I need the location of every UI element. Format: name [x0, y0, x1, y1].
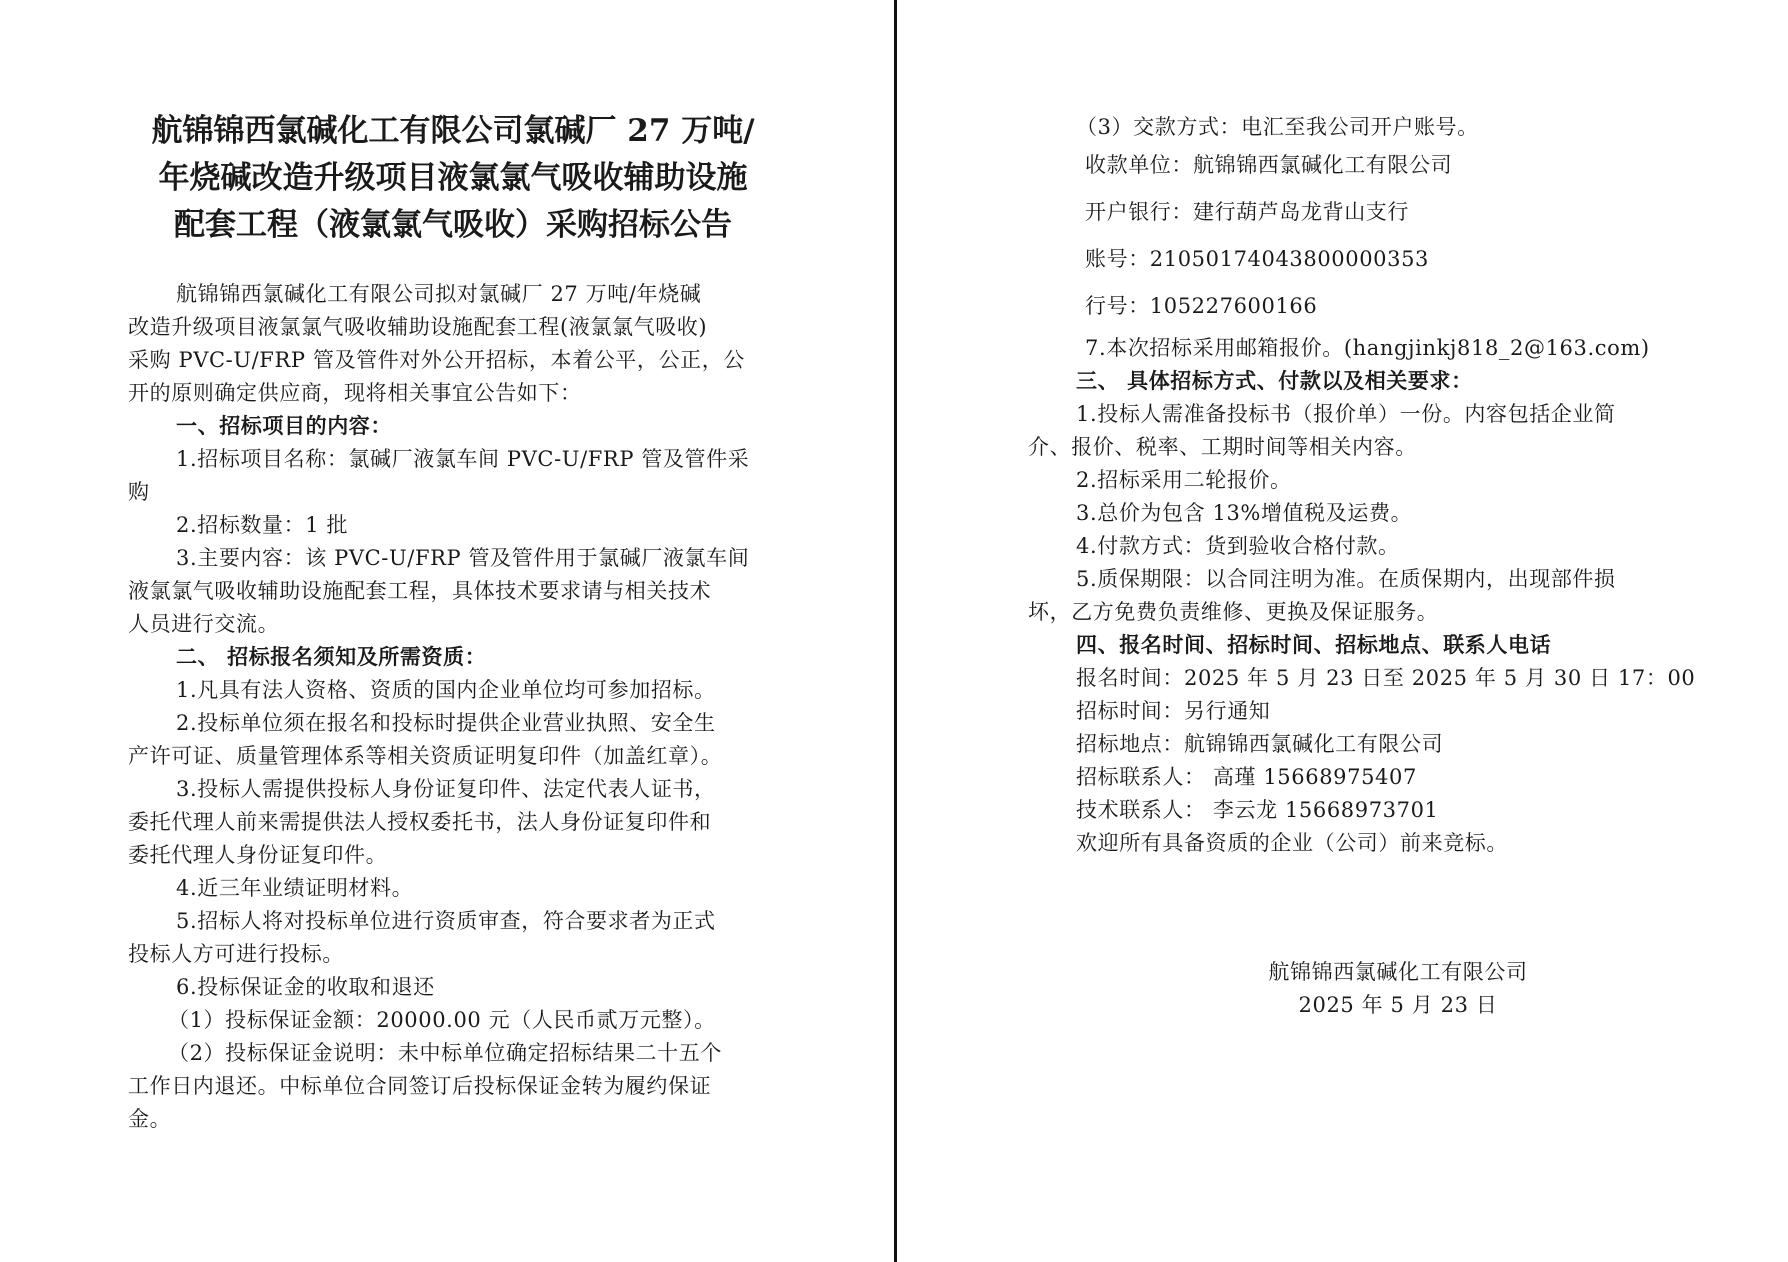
section2-line: （2）投标保证金说明：未中标单位确定招标结果二十五个 [168, 1041, 722, 1065]
section4-line: 欢迎所有具备资质的企业（公司）前来竞标。 [1076, 831, 1508, 855]
section4-line: 技术联系人： 李云龙 15668973701 [1076, 798, 1439, 822]
title-line: 配套工程（液氯氯气吸收）采购招标公告 [174, 207, 732, 243]
intro-line: 采购 PVC-U/FRP 管及管件对外公开招标，本着公平，公正，公 [128, 348, 745, 372]
intro-line: 航锦锦西氯碱化工有限公司拟对氯碱厂 27 万吨/年烧碱 [176, 282, 702, 306]
section2-line: 3.投标人需提供投标人身份证复印件、法定代表人证书， [176, 777, 716, 801]
page-divider [894, 0, 897, 1262]
title-line: 航锦锦西氯碱化工有限公司氯碱厂 27 万吨/ [151, 113, 755, 149]
section2-line: 产许可证、质量管理体系等相关资质证明复印件（加盖红章）。 [128, 744, 723, 768]
section2-line: 委托代理人身份证复印件。 [128, 843, 388, 867]
section3-line: 1.投标人需准备投标书（报价单）一份。内容包括企业简 [1076, 402, 1616, 426]
payment-line: 行号：105227600166 [1085, 294, 1318, 318]
section3-line: 3.总价为包含 13%增值税及运费。 [1076, 501, 1413, 525]
section2-line: 投标人方可进行投标。 [128, 942, 344, 966]
section-heading-2: 二、 招标报名须知及所需资质： [176, 644, 487, 669]
section3-line: 介、报价、税率、工期时间等相关内容。 [1028, 435, 1417, 459]
email-line: 7.本次招标采用邮箱报价。(hangjinkj818_2@163.com) [1085, 336, 1650, 360]
section2-line: 金。 [128, 1107, 172, 1131]
signature-company: 航锦锦西氯碱化工有限公司 [1268, 960, 1528, 984]
payment-line: 收款单位：航锦锦西氯碱化工有限公司 [1085, 153, 1453, 177]
section1-line: 3.主要内容：该 PVC-U/FRP 管及管件用于氯碱厂液氯车间 [176, 546, 750, 570]
section4-line: 报名时间：2025 年 5 月 23 日至 2025 年 5 月 30 日 17：00 [1076, 666, 1696, 690]
document-title [128, 108, 778, 249]
section2-line: 6.投标保证金的收取和退还 [176, 975, 435, 999]
section1-line: 液氯氯气吸收辅助设施配套工程，具体技术要求请与相关技术 [128, 579, 712, 603]
section-heading-3: 三、 具体招标方式、付款以及相关要求： [1076, 368, 1473, 393]
section3-line: 坏，乙方免费负责维修、更换及保证服务。 [1028, 600, 1439, 624]
intro-line: 改造升级项目液氯氯气吸收辅助设施配套工程(液氯氯气吸收) [128, 315, 708, 339]
payment-line: 开户银行：建行葫芦岛龙背山支行 [1085, 200, 1409, 224]
section2-line: 5.招标人将对投标单位进行资质审查，符合要求者为正式 [176, 909, 716, 933]
section2-line: 4.近三年业绩证明材料。 [176, 876, 414, 900]
section4-line: 招标时间：另行通知 [1076, 699, 1271, 723]
section1-line: 2.招标数量：1 批 [176, 513, 349, 537]
section1-line: 1.招标项目名称：氯碱厂液氯车间 PVC-U/FRP 管及管件采 [176, 447, 750, 471]
intro-line: 开的原则确定供应商，现将相关事宜公告如下： [128, 381, 582, 405]
section2-line: 1.凡具有法人资格、资质的国内企业单位均可参加招标。 [176, 678, 716, 702]
section-heading-1: 一、招标项目的内容： [176, 413, 392, 438]
signature-date: 2025 年 5 月 23 日 [1298, 993, 1498, 1017]
section3-line: 5.质保期限：以合同注明为准。在质保期内，出现部件损 [1076, 567, 1616, 591]
section3-line: 2.招标采用二轮报价。 [1076, 468, 1292, 492]
right-page [898, 0, 1788, 1262]
section4-line: 招标地点：航锦锦西氯碱化工有限公司 [1076, 732, 1444, 756]
payment-line: （3）交款方式：电汇至我公司开户账号。 [1076, 115, 1479, 139]
section3-line: 4.付款方式：货到验收合格付款。 [1076, 534, 1400, 558]
section1-line: 人员进行交流。 [128, 612, 280, 636]
section1-line: 购 [128, 480, 150, 504]
section2-line: 工作日内退还。中标单位合同签订后投标保证金转为履约保证 [128, 1074, 712, 1098]
section2-line: （1）投标保证金额：20000.00 元（人民币贰万元整）。 [168, 1008, 716, 1032]
title-line: 年烧碱改造升级项目液氯氯气吸收辅助设施 [158, 160, 748, 196]
section-heading-4: 四、报名时间、招标时间、招标地点、联系人电话 [1076, 632, 1552, 657]
payment-line: 账号：21050174043800000353 [1085, 247, 1430, 271]
section4-line: 招标联系人： 高瑾 15668975407 [1076, 765, 1417, 789]
section2-line: 2.投标单位须在报名和投标时提供企业营业执照、安全生 [176, 711, 716, 735]
section2-line: 委托代理人前来需提供法人授权委托书，法人身份证复印件和 [128, 810, 712, 834]
